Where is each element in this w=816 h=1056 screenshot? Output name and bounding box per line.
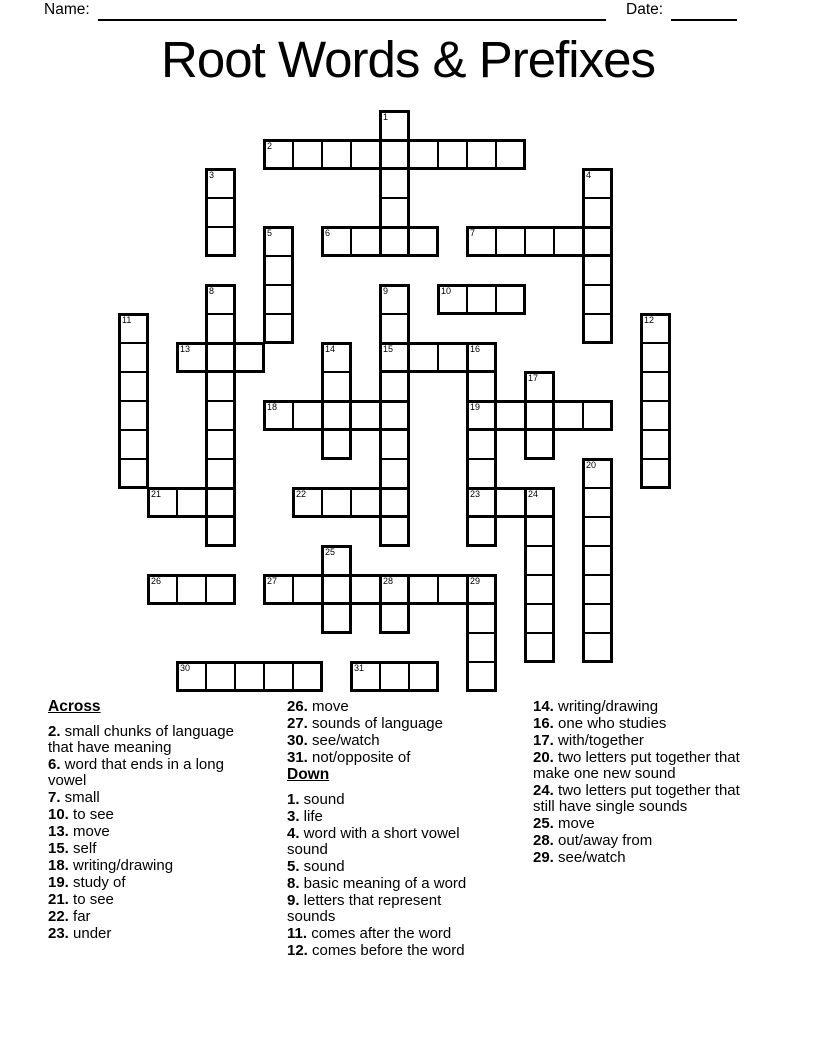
clue-text: under (68, 925, 112, 942)
grid-cell[interactable] (408, 342, 439, 373)
grid-cell[interactable] (437, 284, 468, 315)
grid-cell[interactable] (582, 168, 613, 199)
clue-item (287, 716, 492, 732)
grid-cell[interactable] (466, 516, 497, 547)
clue-number: 26. (287, 698, 308, 715)
grid-cell[interactable] (524, 516, 555, 547)
grid-cell[interactable] (466, 574, 497, 605)
clue-item (533, 733, 748, 749)
clue-text: word that ends in a long vowel (48, 756, 224, 789)
clue-column-1 (48, 699, 253, 943)
cell-number: 30 (180, 663, 191, 673)
cell-number: 3 (209, 170, 215, 180)
clue-text: comes before the word (307, 942, 465, 959)
cell-number: 28 (383, 576, 394, 586)
clue-item (533, 833, 748, 849)
grid-cell[interactable] (176, 487, 207, 518)
clue-text: move (553, 815, 595, 832)
grid-cell[interactable] (524, 400, 555, 431)
grid-cell[interactable] (379, 429, 410, 460)
grid-cell[interactable] (379, 284, 410, 315)
clue-text: see/watch (553, 849, 626, 866)
grid-cell[interactable] (205, 284, 236, 315)
grid-cell[interactable] (350, 139, 381, 170)
grid-cell[interactable] (582, 313, 613, 344)
clue-text: two letters put together that make one new sound (533, 749, 740, 782)
grid-cell[interactable] (234, 661, 265, 692)
grid-cell[interactable] (205, 487, 236, 518)
grid-cell[interactable] (321, 139, 352, 170)
clue-item (533, 783, 748, 815)
grid-cell[interactable] (582, 400, 613, 431)
clue-number: 6. (48, 756, 61, 773)
cell-number: 1 (383, 112, 389, 122)
grid-cell[interactable] (321, 487, 352, 518)
clue-item (48, 858, 253, 874)
grid-cell[interactable] (495, 487, 526, 518)
clue-number: 9. (287, 892, 300, 909)
grid-cell[interactable] (640, 313, 671, 344)
grid-cell[interactable] (147, 487, 178, 518)
cell-number: 24 (528, 489, 539, 499)
clue-item (48, 757, 253, 789)
clue-item (48, 824, 253, 840)
cell-number: 5 (267, 228, 273, 238)
grid-cell[interactable] (582, 197, 613, 228)
grid-cell[interactable] (495, 400, 526, 431)
grid-cell[interactable] (640, 371, 671, 402)
grid-cell[interactable] (582, 603, 613, 634)
grid-cell[interactable] (437, 139, 468, 170)
clue-text: move (307, 698, 349, 715)
cell-number: 7 (470, 228, 476, 238)
grid-cell[interactable] (553, 400, 584, 431)
grid-cell[interactable] (147, 574, 178, 605)
grid-cell[interactable] (466, 487, 497, 518)
grid-cell[interactable] (379, 197, 410, 228)
grid-cell[interactable] (350, 400, 381, 431)
grid-cell[interactable] (263, 255, 294, 286)
clue-number: 8. (287, 875, 300, 892)
clue-item (287, 699, 492, 715)
clue-number: 20. (533, 749, 554, 766)
clue-item (287, 893, 492, 925)
grid-cell[interactable] (466, 342, 497, 373)
clue-number: 18. (48, 857, 69, 874)
grid-cell[interactable] (437, 342, 468, 373)
grid-cell[interactable] (495, 284, 526, 315)
grid-cell[interactable] (321, 574, 352, 605)
clue-item (48, 841, 253, 857)
grid-cell[interactable] (524, 545, 555, 576)
clue-item (287, 792, 492, 808)
cell-number: 15 (383, 344, 394, 354)
grid-cell[interactable] (582, 487, 613, 518)
grid-cell[interactable] (640, 400, 671, 431)
cell-number: 9 (383, 286, 389, 296)
clue-text: one who studies (553, 715, 667, 732)
clue-text: two letters put together that still have single sounds (533, 782, 740, 815)
grid-cell[interactable] (292, 487, 323, 518)
clue-text: sound (299, 858, 345, 875)
grid-cell[interactable] (234, 342, 265, 373)
clue-list-header: Down (287, 766, 330, 783)
grid-cell[interactable] (640, 458, 671, 489)
grid-cell[interactable] (379, 516, 410, 547)
grid-cell[interactable] (118, 400, 149, 431)
grid-cell[interactable] (640, 429, 671, 460)
clue-item (287, 809, 492, 825)
cell-number: 18 (267, 402, 278, 412)
clue-item (533, 816, 748, 832)
date-label: Date: (626, 1, 664, 18)
clue-text: small (60, 789, 100, 806)
clue-item (48, 875, 253, 891)
name-fill-line (98, 1, 606, 21)
cell-number: 29 (470, 576, 481, 586)
clue-number: 24. (533, 782, 554, 799)
grid-cell[interactable] (292, 661, 323, 692)
cell-number: 22 (296, 489, 307, 499)
cell-number: 27 (267, 576, 278, 586)
grid-cell[interactable] (466, 226, 497, 257)
grid-cell[interactable] (466, 400, 497, 431)
grid-cell[interactable] (408, 226, 439, 257)
clue-item (48, 807, 253, 823)
grid-cell[interactable] (350, 226, 381, 257)
grid-cell[interactable] (118, 313, 149, 344)
grid-cell[interactable] (524, 632, 555, 663)
clue-text: small chunks of language that have meaning (48, 723, 234, 756)
clue-item (287, 826, 492, 858)
cell-number: 12 (644, 315, 655, 325)
date-fill-line (671, 1, 737, 21)
clue-number: 30. (287, 732, 308, 749)
grid-cell[interactable] (466, 429, 497, 460)
grid-cell[interactable] (321, 545, 352, 576)
clue-item (533, 716, 748, 732)
grid-cell[interactable] (176, 342, 207, 373)
clue-number: 2. (48, 723, 61, 740)
clue-number: 25. (533, 815, 554, 832)
grid-cell[interactable] (582, 632, 613, 663)
clue-text: letters that represent sounds (287, 892, 442, 925)
cell-number: 2 (267, 141, 273, 151)
grid-cell[interactable] (379, 487, 410, 518)
cell-number: 16 (470, 344, 481, 354)
grid-cell[interactable] (205, 342, 236, 373)
grid-cell[interactable] (379, 574, 410, 605)
clue-column-3 (533, 699, 748, 867)
clue-text: basic meaning of a word (299, 875, 467, 892)
clue-item (287, 733, 492, 749)
grid-cell[interactable] (524, 226, 555, 257)
clue-number: 19. (48, 874, 69, 891)
cell-number: 6 (325, 228, 331, 238)
clue-number: 5. (287, 858, 300, 875)
cell-number: 25 (325, 547, 336, 557)
grid-cell[interactable] (118, 429, 149, 460)
clue-column-2 (287, 699, 492, 960)
clue-text: to see (68, 806, 114, 823)
cell-number: 26 (151, 576, 162, 586)
grid-cell[interactable] (321, 371, 352, 402)
clue-list-header: Across (48, 698, 101, 715)
clue-number: 14. (533, 698, 554, 715)
grid-cell[interactable] (524, 487, 555, 518)
clue-number: 16. (533, 715, 554, 732)
grid-cell[interactable] (408, 139, 439, 170)
clue-text: move (68, 823, 110, 840)
grid-cell[interactable] (205, 226, 236, 257)
grid-cell[interactable] (466, 632, 497, 663)
grid-cell[interactable] (118, 458, 149, 489)
clue-text: out/away from (553, 832, 653, 849)
grid-cell[interactable] (350, 661, 381, 692)
cell-number: 13 (180, 344, 191, 354)
clue-number: 31. (287, 749, 308, 766)
clue-number: 11. (287, 925, 308, 942)
grid-cell[interactable] (263, 139, 294, 170)
grid-cell[interactable] (466, 458, 497, 489)
grid-cell[interactable] (205, 371, 236, 402)
grid-cell[interactable] (408, 574, 439, 605)
clue-item (48, 892, 253, 908)
grid-cell[interactable] (205, 429, 236, 460)
clue-text: sounds of language (307, 715, 443, 732)
grid-cell[interactable] (466, 371, 497, 402)
cell-number: 20 (586, 460, 597, 470)
clue-text: study of (68, 874, 126, 891)
clue-number: 4. (287, 825, 300, 842)
grid-cell[interactable] (582, 516, 613, 547)
grid-cell[interactable] (524, 371, 555, 402)
grid-cell[interactable] (408, 661, 439, 692)
clue-number: 3. (287, 808, 300, 825)
clue-number: 17. (533, 732, 554, 749)
clue-text: self (68, 840, 97, 857)
clue-text: far (68, 908, 91, 925)
cell-number: 17 (528, 373, 539, 383)
grid-cell[interactable] (350, 574, 381, 605)
name-label: Name: (44, 1, 90, 18)
grid-cell[interactable] (292, 400, 323, 431)
clue-number: 13. (48, 823, 69, 840)
cell-number: 31 (354, 663, 365, 673)
cell-number: 4 (586, 170, 592, 180)
cell-number: 11 (122, 315, 132, 325)
grid-cell[interactable] (205, 313, 236, 344)
clue-item (48, 724, 253, 756)
grid-cell[interactable] (379, 661, 410, 692)
clue-text: comes after the word (307, 925, 452, 942)
clue-item (533, 699, 748, 715)
grid-cell[interactable] (582, 458, 613, 489)
grid-cell[interactable] (263, 400, 294, 431)
grid-cell[interactable] (379, 603, 410, 634)
clue-number: 23. (48, 925, 69, 942)
clue-number: 1. (287, 791, 300, 808)
grid-cell[interactable] (379, 400, 410, 431)
clue-item (533, 850, 748, 866)
grid-cell[interactable] (495, 226, 526, 257)
grid-cell[interactable] (379, 139, 410, 170)
grid-cell[interactable] (350, 487, 381, 518)
grid-cell[interactable] (524, 574, 555, 605)
clue-number: 15. (48, 840, 69, 857)
grid-cell[interactable] (205, 458, 236, 489)
grid-cell[interactable] (379, 168, 410, 199)
grid-cell[interactable] (263, 661, 294, 692)
page-title: Root Words & Prefixes (161, 31, 655, 88)
cell-number: 8 (209, 286, 215, 296)
grid-cell[interactable] (379, 313, 410, 344)
clue-text: not/opposite of (307, 749, 411, 766)
cell-number: 19 (470, 402, 481, 412)
grid-cell[interactable] (582, 284, 613, 315)
grid-cell[interactable] (321, 603, 352, 634)
cell-number: 21 (151, 489, 162, 499)
clue-number: 29. (533, 849, 554, 866)
clue-number: 21. (48, 891, 69, 908)
grid-cell[interactable] (205, 516, 236, 547)
grid-cell[interactable] (205, 574, 236, 605)
grid-cell[interactable] (495, 139, 526, 170)
grid-cell[interactable] (263, 313, 294, 344)
grid-cell[interactable] (379, 371, 410, 402)
grid-cell[interactable] (379, 110, 410, 141)
grid-cell[interactable] (263, 226, 294, 257)
grid-cell[interactable] (582, 226, 613, 257)
cell-number: 10 (441, 286, 452, 296)
grid-cell[interactable] (466, 284, 497, 315)
grid-cell[interactable] (205, 197, 236, 228)
clue-number: 22. (48, 908, 69, 925)
grid-cell[interactable] (437, 574, 468, 605)
clue-number: 27. (287, 715, 308, 732)
clue-number: 10. (48, 806, 69, 823)
grid-cell[interactable] (524, 603, 555, 634)
clue-number: 28. (533, 832, 554, 849)
grid-cell[interactable] (321, 226, 352, 257)
clue-item (48, 790, 253, 806)
grid-cell[interactable] (553, 226, 584, 257)
clue-text: sound (299, 791, 345, 808)
grid-cell[interactable] (292, 574, 323, 605)
clue-item (287, 926, 492, 942)
grid-cell[interactable] (466, 139, 497, 170)
grid-cell[interactable] (205, 168, 236, 199)
clue-number: 7. (48, 789, 61, 806)
grid-cell[interactable] (176, 661, 207, 692)
grid-cell[interactable] (379, 458, 410, 489)
grid-cell[interactable] (205, 661, 236, 692)
clue-item (287, 750, 492, 766)
grid-cell[interactable] (321, 429, 352, 460)
clue-text: life (299, 808, 323, 825)
grid-cell[interactable] (292, 139, 323, 170)
grid-cell[interactable] (263, 574, 294, 605)
clue-text: see/watch (307, 732, 380, 749)
cell-number: 14 (325, 344, 336, 354)
clue-text: to see (68, 891, 114, 908)
grid-cell[interactable] (379, 226, 410, 257)
grid-cell[interactable] (118, 371, 149, 402)
grid-cell[interactable] (466, 603, 497, 634)
grid-cell[interactable] (640, 342, 671, 373)
grid-cell[interactable] (524, 429, 555, 460)
grid-cell[interactable] (321, 400, 352, 431)
clue-item (48, 926, 253, 942)
clue-item (533, 750, 748, 782)
clue-text: word with a short vowel sound (287, 825, 460, 858)
grid-cell[interactable] (176, 574, 207, 605)
cell-number: 23 (470, 489, 481, 499)
grid-cell[interactable] (263, 284, 294, 315)
clue-item (287, 943, 492, 959)
grid-cell[interactable] (582, 545, 613, 576)
grid-cell[interactable] (321, 342, 352, 373)
clue-text: with/together (553, 732, 644, 749)
grid-cell[interactable] (582, 255, 613, 286)
clue-item (287, 859, 492, 875)
clue-item (48, 909, 253, 925)
clue-item (287, 876, 492, 892)
grid-cell[interactable] (466, 661, 497, 692)
clue-number: 12. (287, 942, 308, 959)
clue-text: writing/drawing (68, 857, 174, 874)
grid-cell[interactable] (582, 574, 613, 605)
clue-text: writing/drawing (553, 698, 659, 715)
grid-cell[interactable] (118, 342, 149, 373)
grid-cell[interactable] (205, 400, 236, 431)
grid-cell[interactable] (379, 342, 410, 373)
